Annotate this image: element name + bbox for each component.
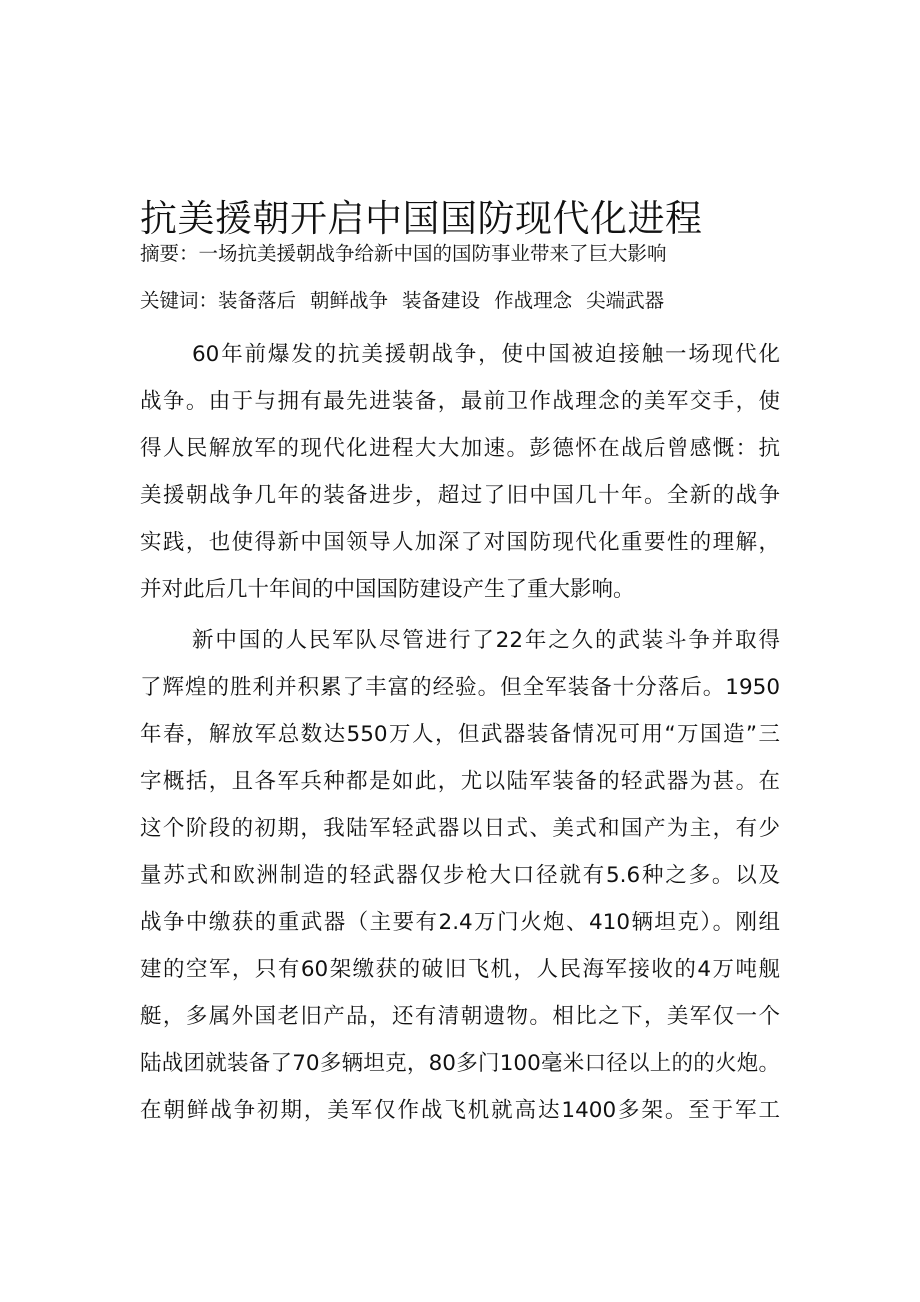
keywords-label: 关键词：	[140, 289, 219, 312]
paragraph-line: 量苏式和欧洲制造的轻武器仅步枪大口径就有5.6种之多。以及	[140, 863, 780, 888]
paragraph-line: 了辉煌的胜利并积累了丰富的经验。但全军装备十分落后。1950	[140, 675, 780, 700]
paragraph-line: 在朝鲜战争初期，美军仅作战飞机就高达1400多架。至于军工	[140, 1098, 780, 1123]
abstract: 摘要：一场抗美援朝战争给新中国的国防事业带来了巨大影响	[140, 242, 667, 265]
keyword: 尖端武器	[586, 289, 665, 312]
paragraph-line: 这个阶段的初期，我陆军轻武器以日式、美式和国产为主，有少	[140, 816, 780, 841]
paragraph-line: 陆战团就装备了70多辆坦克，80多门100毫米口径以上的的火炮。	[140, 1051, 780, 1076]
keyword: 朝鲜战争	[310, 289, 389, 312]
keyword: 装备落后	[218, 289, 297, 312]
paragraph-line: 60年前爆发的抗美援朝战争，使中国被迫接触一场现代化	[192, 342, 780, 367]
paragraph-line: 得人民解放军的现代化进程大大加速。彭德怀在战后曾感慨：抗	[140, 436, 780, 461]
paragraph-line: 年春，解放军总数达550万人，但武器装备情况可用“万国造”三	[140, 722, 780, 747]
paragraph-line: 战争。由于与拥有最先进装备，最前卫作战理念的美军交手，使	[140, 389, 780, 414]
keywords-line	[140, 285, 678, 317]
paragraph	[140, 331, 780, 613]
paragraph-line: 实践，也使得新中国领导人加深了对国防现代化重要性的理解，	[140, 530, 780, 555]
keyword: 装备建设	[402, 289, 481, 312]
paragraph-line: 新中国的人民军队尽管进行了22年之久的武装斗争并取得	[192, 628, 780, 653]
paragraph-line: 并对此后几十年间的中国国防建设产生了重大影响。	[140, 577, 635, 602]
document-title: 抗美援朝开启中国国防现代化进程	[140, 196, 703, 240]
paragraph-line: 美援朝战争几年的装备进步，超过了旧中国几十年。全新的战争	[140, 483, 780, 508]
paragraph-line: 艇，多属外国老旧产品，还有清朝遗物。相比之下，美军仅一个	[140, 1004, 780, 1029]
paragraph-line: 战争中缴获的重武器（主要有2.4万门火炮、410辆坦克）。刚组	[140, 910, 780, 935]
paragraph-line: 建的空军，只有60架缴获的破旧飞机，人民海军接收的4万吨舰	[140, 957, 780, 982]
keyword: 作战理念	[494, 289, 573, 312]
paragraph	[140, 617, 780, 1134]
paragraph-line: 字概括，且各军兵种都是如此，尤以陆军装备的轻武器为甚。在	[140, 769, 780, 794]
